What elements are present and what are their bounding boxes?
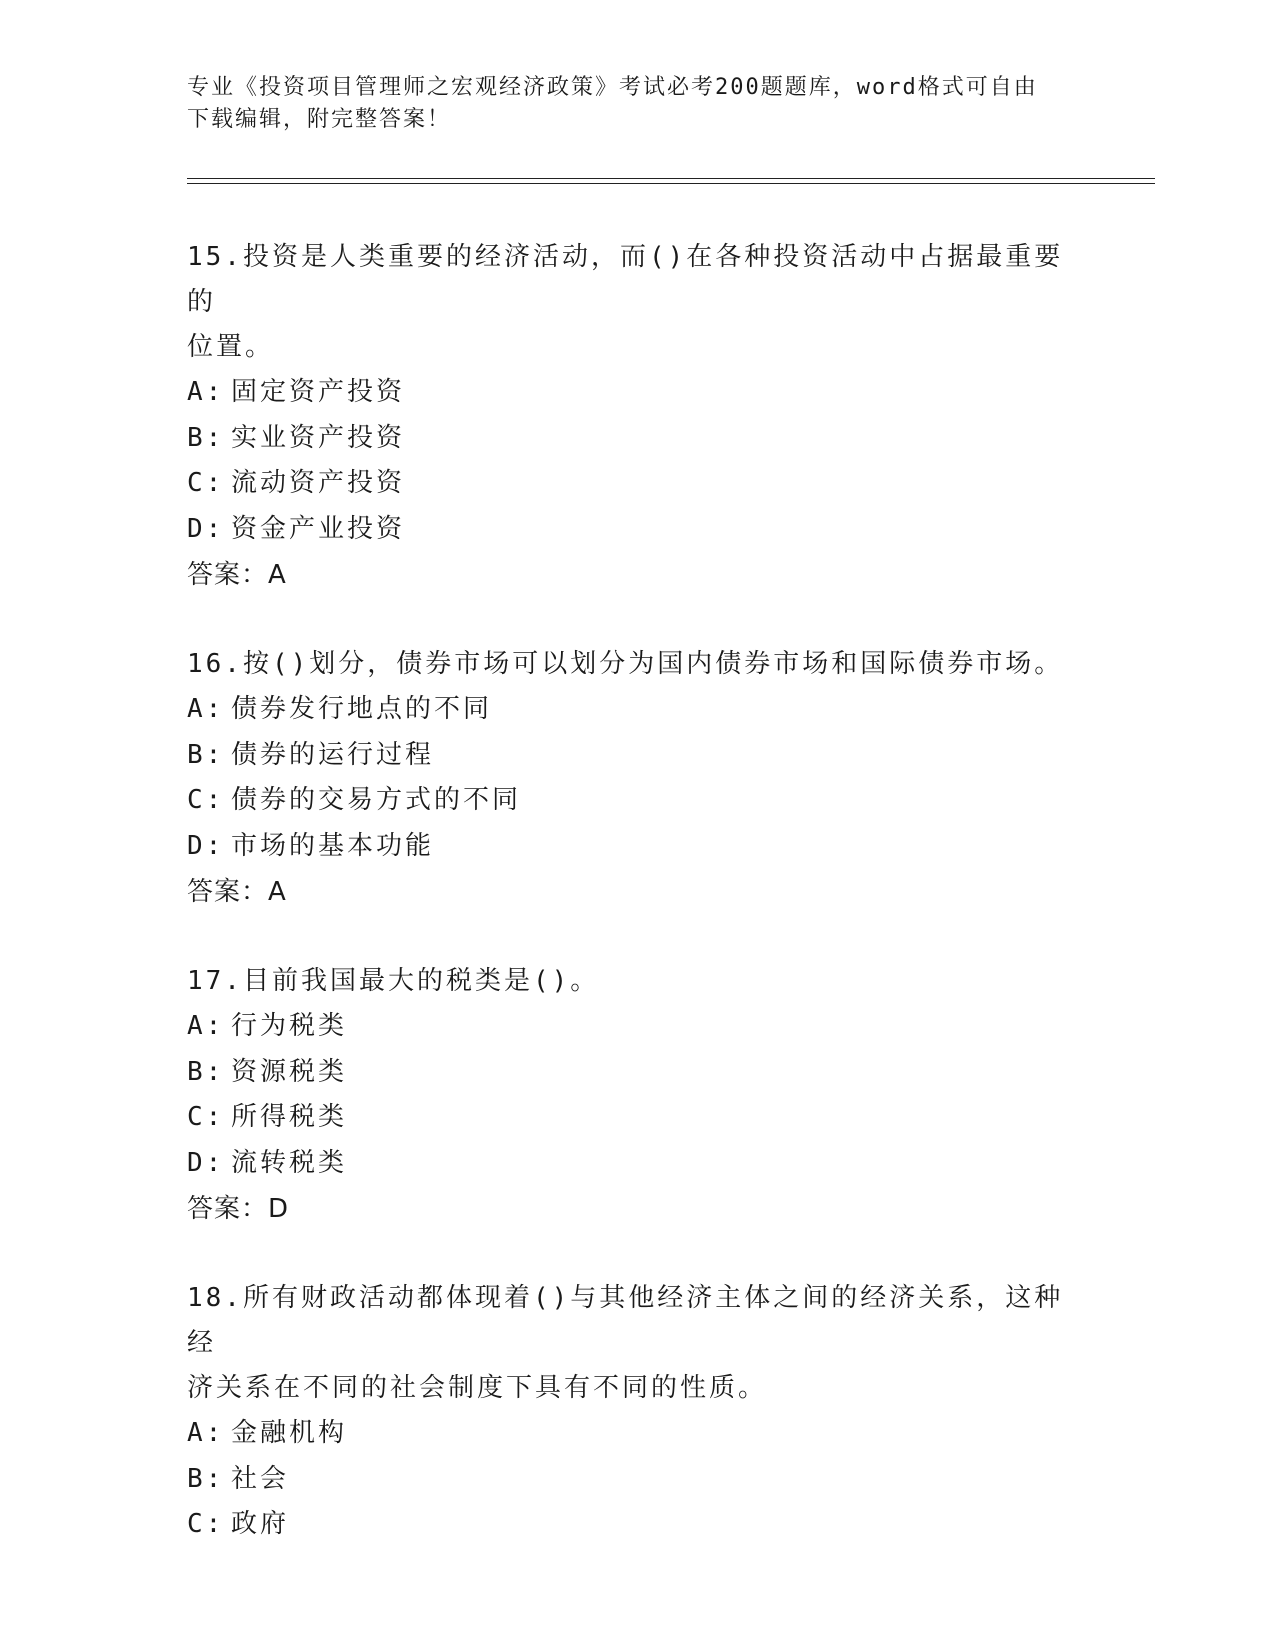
header-line-2: 下载编辑，附完整答案！: [187, 107, 452, 132]
header-line-1: 专业《投资项目管理师之宏观经济政策》考试必考200题题库，word格式可自由: [187, 75, 1038, 100]
option-letter: D:: [187, 830, 225, 861]
option-letter: C:: [187, 468, 225, 498]
document-page: [187, 0, 1157, 1650]
option-b: [187, 733, 1087, 779]
option-a: [187, 370, 1087, 416]
question-stem: 17.目前我国最大的税类是()。: [187, 966, 600, 996]
option-a: [187, 687, 1087, 733]
option-text: 市场的基本功能: [231, 830, 435, 861]
option-a: [187, 1411, 1087, 1457]
option-text: 社会: [231, 1463, 290, 1494]
option-text: 债券的交易方式的不同: [231, 785, 522, 815]
option-letter: C:: [187, 785, 225, 815]
question-stem: 16.按()划分，债券市场可以划分为国内债券市场和国际债券市场。: [187, 649, 1064, 679]
option-text: 流动资产投资: [231, 468, 406, 498]
option-b: [187, 1050, 1087, 1096]
option-letter: D:: [187, 513, 225, 544]
header-divider-bottom: [187, 183, 1155, 184]
option-text: 资金产业投资: [231, 513, 406, 544]
answer-line: 答案：D: [187, 1194, 290, 1224]
option-text: 实业资产投资: [231, 422, 406, 453]
option-text: 所得税类: [231, 1102, 348, 1132]
option-text: 流转税类: [231, 1147, 348, 1178]
question-stem-continued: 位置。: [187, 332, 275, 362]
option-text: 行为税类: [231, 1011, 348, 1041]
answer-line: 答案：A: [187, 560, 287, 590]
option-d: [187, 824, 1087, 870]
option-letter: D:: [187, 1147, 225, 1178]
question-17: [187, 959, 1087, 1232]
option-c: [187, 1502, 1087, 1548]
option-b: [187, 1457, 1087, 1503]
option-letter: A:: [187, 1418, 225, 1448]
option-d: [187, 507, 1087, 553]
option-letter: A:: [187, 1011, 225, 1041]
option-text: 固定资产投资: [231, 377, 406, 407]
option-letter: A:: [187, 694, 225, 724]
option-letter: B:: [187, 1463, 225, 1494]
option-c: [187, 461, 1087, 507]
option-letter: B:: [187, 422, 225, 453]
option-letter: B:: [187, 1056, 225, 1087]
option-letter: B:: [187, 739, 225, 770]
option-b: [187, 416, 1087, 462]
option-text: 政府: [231, 1509, 290, 1539]
option-text: 资源税类: [231, 1056, 348, 1087]
option-letter: C:: [187, 1509, 225, 1539]
question-stem: 15.投资是人类重要的经济活动，而()在各种投资活动中占据最重要的: [187, 242, 1064, 317]
option-letter: A:: [187, 377, 225, 407]
option-c: [187, 778, 1087, 824]
question-18: [187, 1276, 1087, 1548]
option-d: [187, 1141, 1087, 1187]
option-text: 债券的运行过程: [231, 739, 435, 770]
option-text: 金融机构: [231, 1418, 348, 1448]
question-15: [187, 235, 1087, 598]
option-a: [187, 1004, 1087, 1050]
question-stem-continued: 济关系在不同的社会制度下具有不同的性质。: [187, 1373, 768, 1403]
document-header: [187, 72, 1047, 136]
option-letter: C:: [187, 1102, 225, 1132]
option-c: [187, 1095, 1087, 1141]
question-list: [187, 235, 1087, 1592]
answer-line: 答案：A: [187, 877, 287, 907]
question-16: [187, 642, 1087, 915]
question-stem: 18.所有财政活动都体现着()与其他经济主体之间的经济关系，这种经: [187, 1283, 1064, 1358]
option-text: 债券发行地点的不同: [231, 694, 493, 724]
header-divider-top: [187, 178, 1155, 179]
